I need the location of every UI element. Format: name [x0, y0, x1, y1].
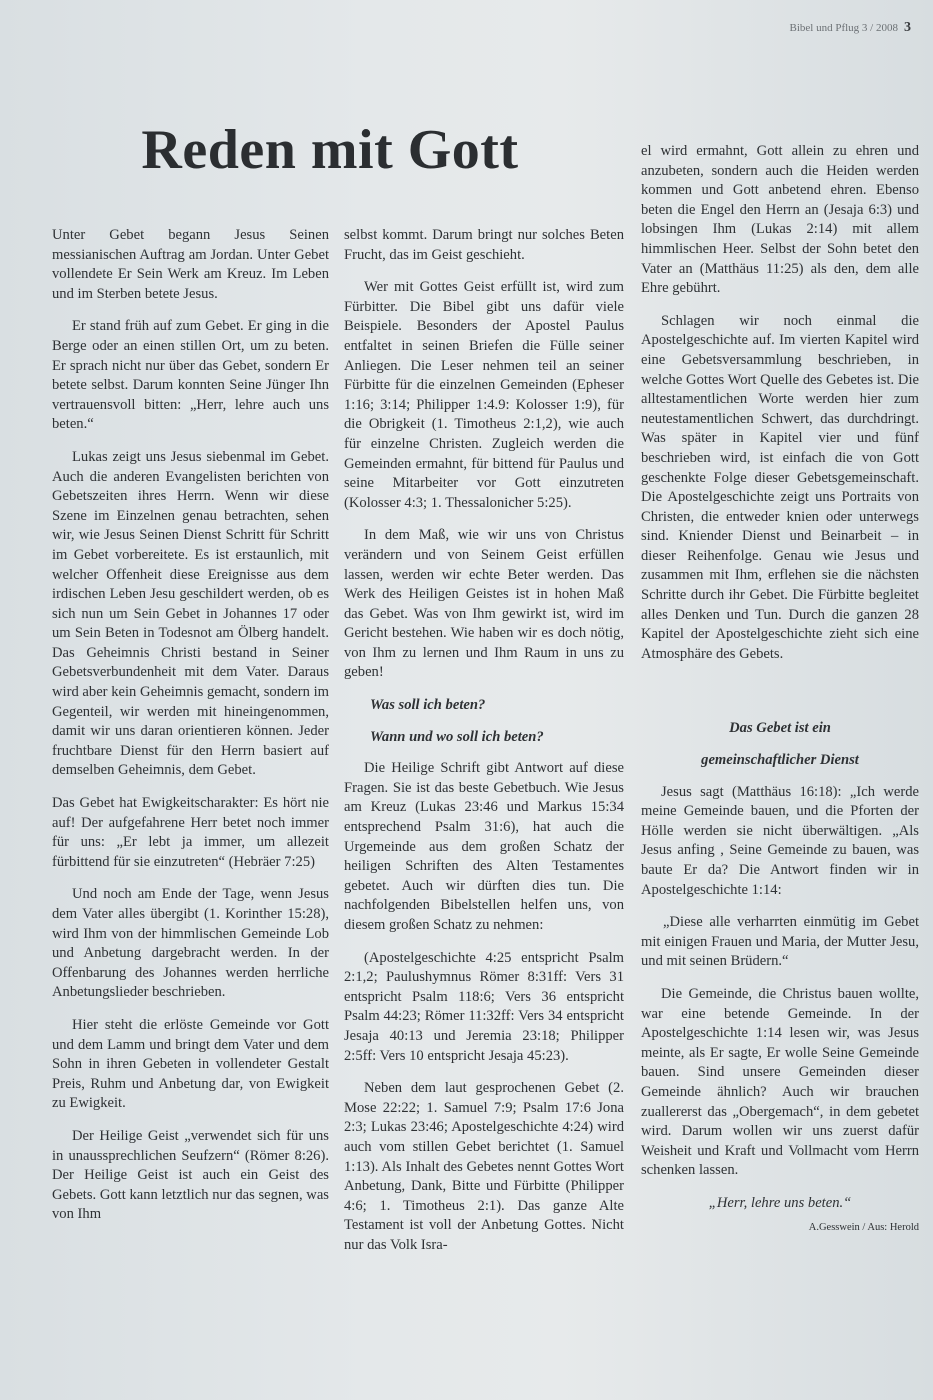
paragraph: el wird ermahnt, Gott allein zu ehren und anzubeten, sondern auch die Heiden werden kommen und Gott anbetend ehren. Ebenso beten die Engel den Herrn an (Jesaja 6:3) und lobsingen Ihm (Lukas 2:14) mit allem himmlischen Heer. Selbst der Sohn betet den Vater an (Matthäus 11:25) als den, dem alle Ehre gebührt.: [641, 143, 919, 297]
quotation: „Diese alle verharrten einmütig im Gebet mit einigen Frauen und Maria, der Mutter Jesu, und mit seinen Brüdern.“: [641, 914, 919, 970]
subheading: Was soll ich beten?: [370, 697, 486, 714]
paragraph: Das Gebet hat Ewigkeitscharakter: Es hört nie auf! Der aufgefahrene Herr betet noch immer für uns: „Er lebt ja immer, um allezeit fürbittend für sie einzutreten“ (Hebräer 7:25): [52, 795, 329, 870]
paragraph: Die Heilige Schrift gibt Antwort auf diese Fragen. Sie ist das beste Gebetbuch. Wie Jesus am Kreuz (Lukas 23:46 und Markus 15:34 entsprechend Psalm 31:6), hat auch die Urgemeinde aus dem großen Schatz der heiligen Schriften des Alten Testamentes gebetet. Auch wir dürften dies tun. Die nachfolgenden Bibelstellen helfen uns, von diesem großen Schatz zu nehmen:: [344, 760, 624, 933]
column-2: [344, 226, 624, 1269]
column-3: [641, 142, 919, 1250]
paragraph: Die Gemeinde, die Christus bauen wollte, war eine betende Gemeinde. In der Apostelgeschichte 1:14 lesen wir, was Jesus meinte, als Er sagte, Er wolle Seine Gemeinde bauen. Sind unsere Gemeinden dieser Gemeinde ähnlich? Auch wir brauchen zuallererst das „Obergemach“, in dem gebetet wird. Darum wollen wir uns zuerst dafür Weisheit und Kraft und Vollmacht vom Herrn schenken lassen.: [641, 985, 919, 1179]
subheading: Das Gebet ist ein: [729, 720, 831, 737]
closing-quote: „Herr, lehre uns beten.“: [708, 1194, 852, 1211]
section-spacer: [641, 677, 919, 711]
publication-issue: Bibel und Pflug 3 / 2008: [789, 22, 898, 34]
paragraph: Lukas zeigt uns Jesus siebenmal im Gebet. Auch die anderen Evangelisten berichten von Gebetszeiten ihres Herrn. Wenn wir diese Szene im Einzelnen genau betrachten, sehen wir, wie Jesus Seinen Dienst Schritt für Schritt im Gebet vorbereitete. Es ist erstaunlich, mit welcher Offenheit diese Ereignisse aus dem irdischen Leben Jesu geschildert werden, ob es sich nun um Sein Gebet in Johannes 17 oder um Sein Beten in Todesnot am Ölberg handelt. Das Geheimnis Christi bestand in Seiner Gebetsverbundenheit mit dem Vater. Daraus wird aber kein Geheimnis gemacht, sondern im Gegenteil, wir werden mit hineingenommen, damit wir uns daran orientieren können. Jeder fruchtbare Dienst für den Herrn basiert auf demselben Geheimnis, dem Gebet.: [52, 448, 329, 779]
paragraph: (Apostelgeschichte 4:25 entspricht Psalm 2:1,2; Paulushymnus Römer 8:31ff: Vers 31 entspricht Psalm 118:6; Vers 36 entspricht Psalm 44:23; Römer 11:32ff: Vers 34 entspricht Jesaja 40:13 und Jeremia 23:18; Philipper 2:5ff: Vers 10 entspricht Jesaja 45:23).: [344, 949, 624, 1064]
paragraph: Unter Gebet begann Jesus Seinen messianischen Auftrag am Jordan. Unter Gebet vollendete Er Sein Werk am Kreuz. Im Leben und im Sterben betete Jesus.: [52, 227, 329, 302]
paragraph: Jesus sagt (Matthäus 16:18): „Ich werde meine Gemeinde bauen, und die Pforten der Hölle werden sie nicht überwältigen. „Als Jesus anfing , Seine Gemeinde zu bauen, was baute Er da? Die Antwort finden wir in Apostelgeschichte 1:14:: [641, 783, 919, 898]
article-title: Reden mit Gott: [141, 119, 519, 181]
running-header: [790, 20, 911, 36]
subheading: Wann und wo soll ich beten?: [370, 728, 544, 745]
paragraph: Der Heilige Geist „verwendet sich für uns in unaussprechlichen Seufzern“ (Römer 8:26). Der Heilige Geist ist auch ein Geist des Gebets. Gott kann letztlich nur das segnen, was von Ihm: [52, 1127, 329, 1223]
paragraph: selbst kommt. Darum bringt nur solches Beten Frucht, das im Geist geschieht.: [344, 227, 624, 263]
paragraph: Schlagen wir noch einmal die Apostelgeschichte auf. Im vierten Kapitel wird eine Gebetsversammlung beschrieben, in welche Gottes Wort Quelle des Gebetes ist. Die alltestamentlichen Worte werden hier zum neutestamentlichen Schwert, das durchdringt. Was später in Kapitel vier und fünf beschrieben wird, ist einfach die von Gott geschenkte Folge dieser Gebetsgemeinschaft. Die Apostelgeschichte zeigt uns Portraits von Christen, die entweder knien oder unterwegs sind. Kniender Dienst und Beinarbeit – in dieser Reihenfolge. Genau wie Jesus und zusammen mit Ihm, erflehen sie die nächsten Schritte durch ihr Gebet. Die Fürbitte begleitet alles Denken und Tun. Durch die ganzen 28 Kapitel der Apostelgeschichte zieht sich eine Atmosphäre des Gebets.: [641, 312, 919, 662]
paragraph: Neben dem laut gesprochenen Gebet (2. Mose 22:22; 1. Samuel 7:9; Psalm 17:6 Jona 2:3; Lukas 23:46; Apostelgeschichte 4:24) wird auch vom stillen Gebet berichtet (1. Samuel 1:13). Als Inhalt des Gebetes nennt Gottes Wort Anbetung, Dank, Bitte und Fürbitte (Philipper 4:6; 1. Timotheus 2:1). Das ganze Alte Testament ist voll der Anbetung Gottes. Nicht nur das Volk Isra-: [344, 1080, 624, 1253]
paragraph: Er stand früh auf zum Gebet. Er ging in die Berge oder an einen stillen Ort, um zu beten. Er sprach nicht nur über das Gebet, sondern Er betete selbst. Darum konnten Seine Jünger Ihn vertrauensvoll bitten: „Herr, lehre auch uns beten.“: [52, 318, 329, 433]
column-1: [52, 226, 329, 1238]
paragraph: Hier steht die erlöste Gemeinde vor Gott und dem Lamm und bringt dem Vater und dem Sohn in ihren Gebeten in vollendeter Gestalt Preis, Ruhm und Anbetung dar, von Ewigkeit zu Ewigkeit.: [52, 1016, 329, 1112]
paragraph: Wer mit Gottes Geist erfüllt ist, wird zum Fürbitter. Die Bibel gibt uns dafür viele Beispiele. Besonders der Apostel Paulus entfaltet in seinen Briefen die Fülle seiner Anliegen. Die Leser nehmen teil an seiner Fürbitte für die einzelnen Gemeinden (Epheser 1:16; 3:14; Philipper 1:4.9: Kolosser 1:9), für die Obrigkeit (1. Timotheus 2:1,2), wie auch für einzelne Christen. Zugleich werden die Gemeinden ermahnt, für bittend für Paulus und seine Mitarbeiter vor Gott einzutreten (Kolosser 4:3; 1. Thessalonicher 5:25).: [344, 279, 624, 511]
author-credit: A.Gesswein / Aus: Herold: [808, 1221, 919, 1233]
subheading: gemeinschaftlicher Dienst: [701, 752, 859, 769]
paragraph: In dem Maß, wie wir uns von Christus verändern und von Seinem Geist erfüllen lassen, werden wir echte Beter werden. Das Werk des Heiligen Geistes ist in hohen Maß das Gebet. Was von Ihm gewirkt ist, wird im Gericht bestehen. Wie haben wir es doch nötig, von Ihm zu lernen und Ihm Raum in uns zu geben!: [344, 527, 624, 681]
paragraph: Und noch am Ende der Tage, wenn Jesus dem Vater alles übergibt (1. Korinther 15:28), wird Ihm von der himmlischen Gemeinde Lob und Anbetung dargebracht werden. In der Offenbarung des Johannes werden herrliche Anbetungslieder beschrieben.: [52, 886, 329, 1001]
page-number: 3: [904, 20, 911, 35]
